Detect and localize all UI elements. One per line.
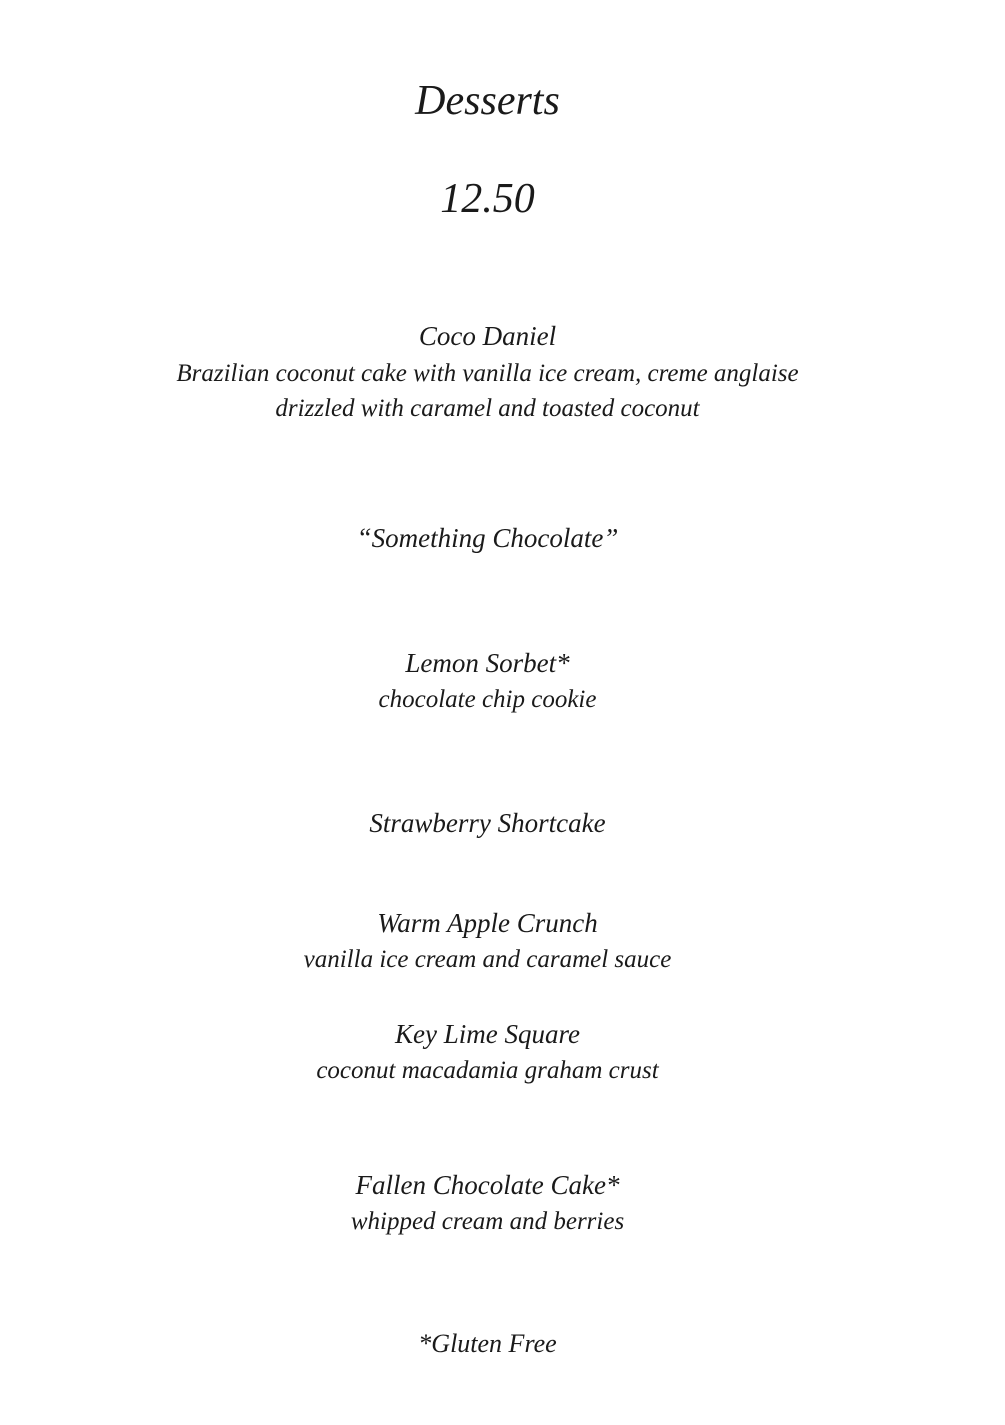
item-name: Key Lime Square	[395, 1019, 580, 1049]
item-description: whipped cream and berries	[350, 1208, 625, 1235]
gluten-free-footnote: *Gluten Free	[418, 1329, 557, 1358]
item-description: coconut macadamia graham crust	[316, 1057, 659, 1084]
item-name: Fallen Chocolate Cake*	[355, 1170, 620, 1200]
item-description: Brazilian coconut cake with vanilla ice cream, creme anglaise	[176, 360, 799, 387]
item-name: Strawberry Shortcake	[369, 808, 606, 838]
item-description: drizzled with caramel and toasted coconut	[275, 395, 700, 422]
menu-title: Desserts	[415, 78, 560, 124]
item-description: vanilla ice cream and caramel sauce	[303, 946, 672, 973]
item-name: Coco Daniel	[418, 321, 557, 351]
item-description: chocolate chip cookie	[378, 686, 597, 713]
item-name: Lemon Sorbet*	[405, 648, 570, 678]
menu-price: 12.50	[440, 176, 535, 222]
item-name: “Something Chocolate”	[356, 523, 619, 553]
item-name: Warm Apple Crunch	[377, 908, 598, 938]
